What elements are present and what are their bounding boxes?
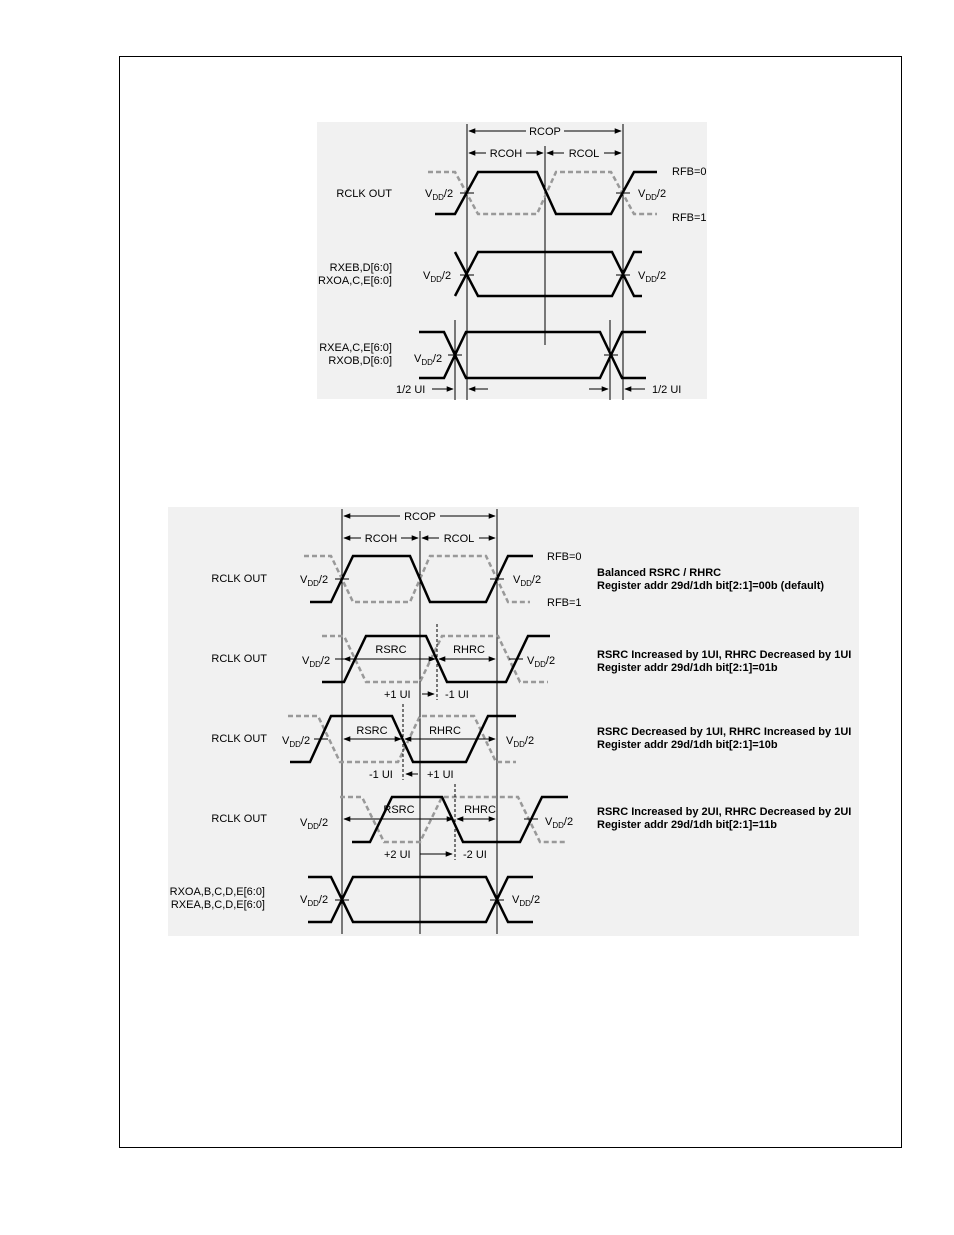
diagram-rclk-timing (317, 122, 707, 400)
rxo-label-2: RXOB,D[6:0] (328, 355, 392, 367)
vdd-label: VDD/2 (512, 894, 541, 908)
note-3-line2: Register addr 29d/1dh bit[2:1]=10b (597, 739, 778, 751)
rsrc-label: RSRC (383, 804, 415, 816)
rhrc-label: RHRC (453, 644, 485, 656)
rfb1-label: RFB=1 (547, 597, 582, 609)
rxo-label-1: RXEA,C,E[6:0] (319, 342, 392, 354)
plus-1ui-label: +1 UI (427, 769, 454, 781)
plus-1ui-label: +1 UI (384, 689, 411, 701)
rcoh-label: RCOH (489, 148, 523, 160)
note-2-line1: RSRC Increased by 1UI, RHRC Decreased by 1UI (597, 649, 852, 661)
rhrc-label: RHRC (464, 804, 496, 816)
vdd-label: VDD/2 (423, 270, 452, 284)
rclk-out-label: RCLK OUT (336, 188, 392, 200)
note-4-line2: Register addr 29d/1dh bit[2:1]=11b (597, 819, 778, 831)
plus-2ui-label: +2 UI (384, 849, 411, 861)
rcol-label: RCOL (568, 148, 600, 160)
vdd-label: VDD/2 (300, 894, 329, 908)
minus-1ui-label: -1 UI (445, 689, 469, 701)
rfb1-label: RFB=1 (672, 212, 707, 224)
vdd-label: VDD/2 (282, 735, 311, 749)
minus-2ui-label: -2 UI (463, 849, 487, 861)
vdd-label: VDD/2 (300, 817, 329, 831)
rcop-label: RCOP (529, 126, 561, 138)
vdd-label: VDD/2 (527, 655, 556, 669)
rxe-label-1: RXEB,D[6:0] (329, 262, 392, 274)
rfb0-label: RFB=0 (547, 551, 582, 563)
rcol-label: RCOL (443, 533, 475, 545)
rcoh-label: RCOH (364, 533, 398, 545)
note-3-line1: RSRC Decreased by 1UI, RHRC Increased by 1UI (597, 726, 852, 738)
rhrc-label: RHRC (429, 725, 461, 737)
note-1-line1: Balanced RSRC / RHRC (597, 567, 722, 579)
rsrc-label: RSRC (375, 644, 407, 656)
vdd-label: VDD/2 (414, 353, 443, 367)
vdd-label: VDD/2 (302, 655, 331, 669)
rfb0-label: RFB=0 (672, 166, 707, 178)
vdd-label: VDD/2 (638, 188, 667, 202)
half-ui-left-label: 1/2 UI (396, 384, 426, 396)
rcop-label: RCOP (404, 511, 436, 523)
note-2-line2: Register addr 29d/1dh bit[2:1]=01b (597, 662, 778, 674)
data-label-1: RXOA,B,C,D,E[6:0] (169, 886, 265, 898)
vdd-label: VDD/2 (513, 574, 542, 588)
vdd-label: VDD/2 (425, 188, 454, 202)
note-1-line2: Register addr 29d/1dh bit[2:1]=00b (default) (597, 580, 825, 592)
minus-1ui-label: -1 UI (369, 769, 393, 781)
half-ui-right-label: 1/2 UI (652, 384, 682, 396)
rclk-out-label: RCLK OUT (211, 573, 267, 585)
data-label-2: RXEA,B,C,D,E[6:0] (170, 899, 265, 911)
rxe-label-2: RXOA,C,E[6:0] (318, 275, 392, 287)
rsrc-label: RSRC (356, 725, 388, 737)
rclk-out-label: RCLK OUT (211, 733, 267, 745)
vdd-label: VDD/2 (545, 816, 574, 830)
diagram2-background (168, 507, 859, 936)
note-4-line1: RSRC Increased by 2UI, RHRC Decreased by 2UI (597, 806, 852, 818)
vdd-label: VDD/2 (300, 574, 329, 588)
diagram-rsrc-rhrc-timing (168, 507, 859, 936)
rclk-out-label: RCLK OUT (211, 813, 267, 825)
rclk-out-label: RCLK OUT (211, 653, 267, 665)
vdd-label: VDD/2 (638, 270, 667, 284)
vdd-label: VDD/2 (506, 735, 535, 749)
